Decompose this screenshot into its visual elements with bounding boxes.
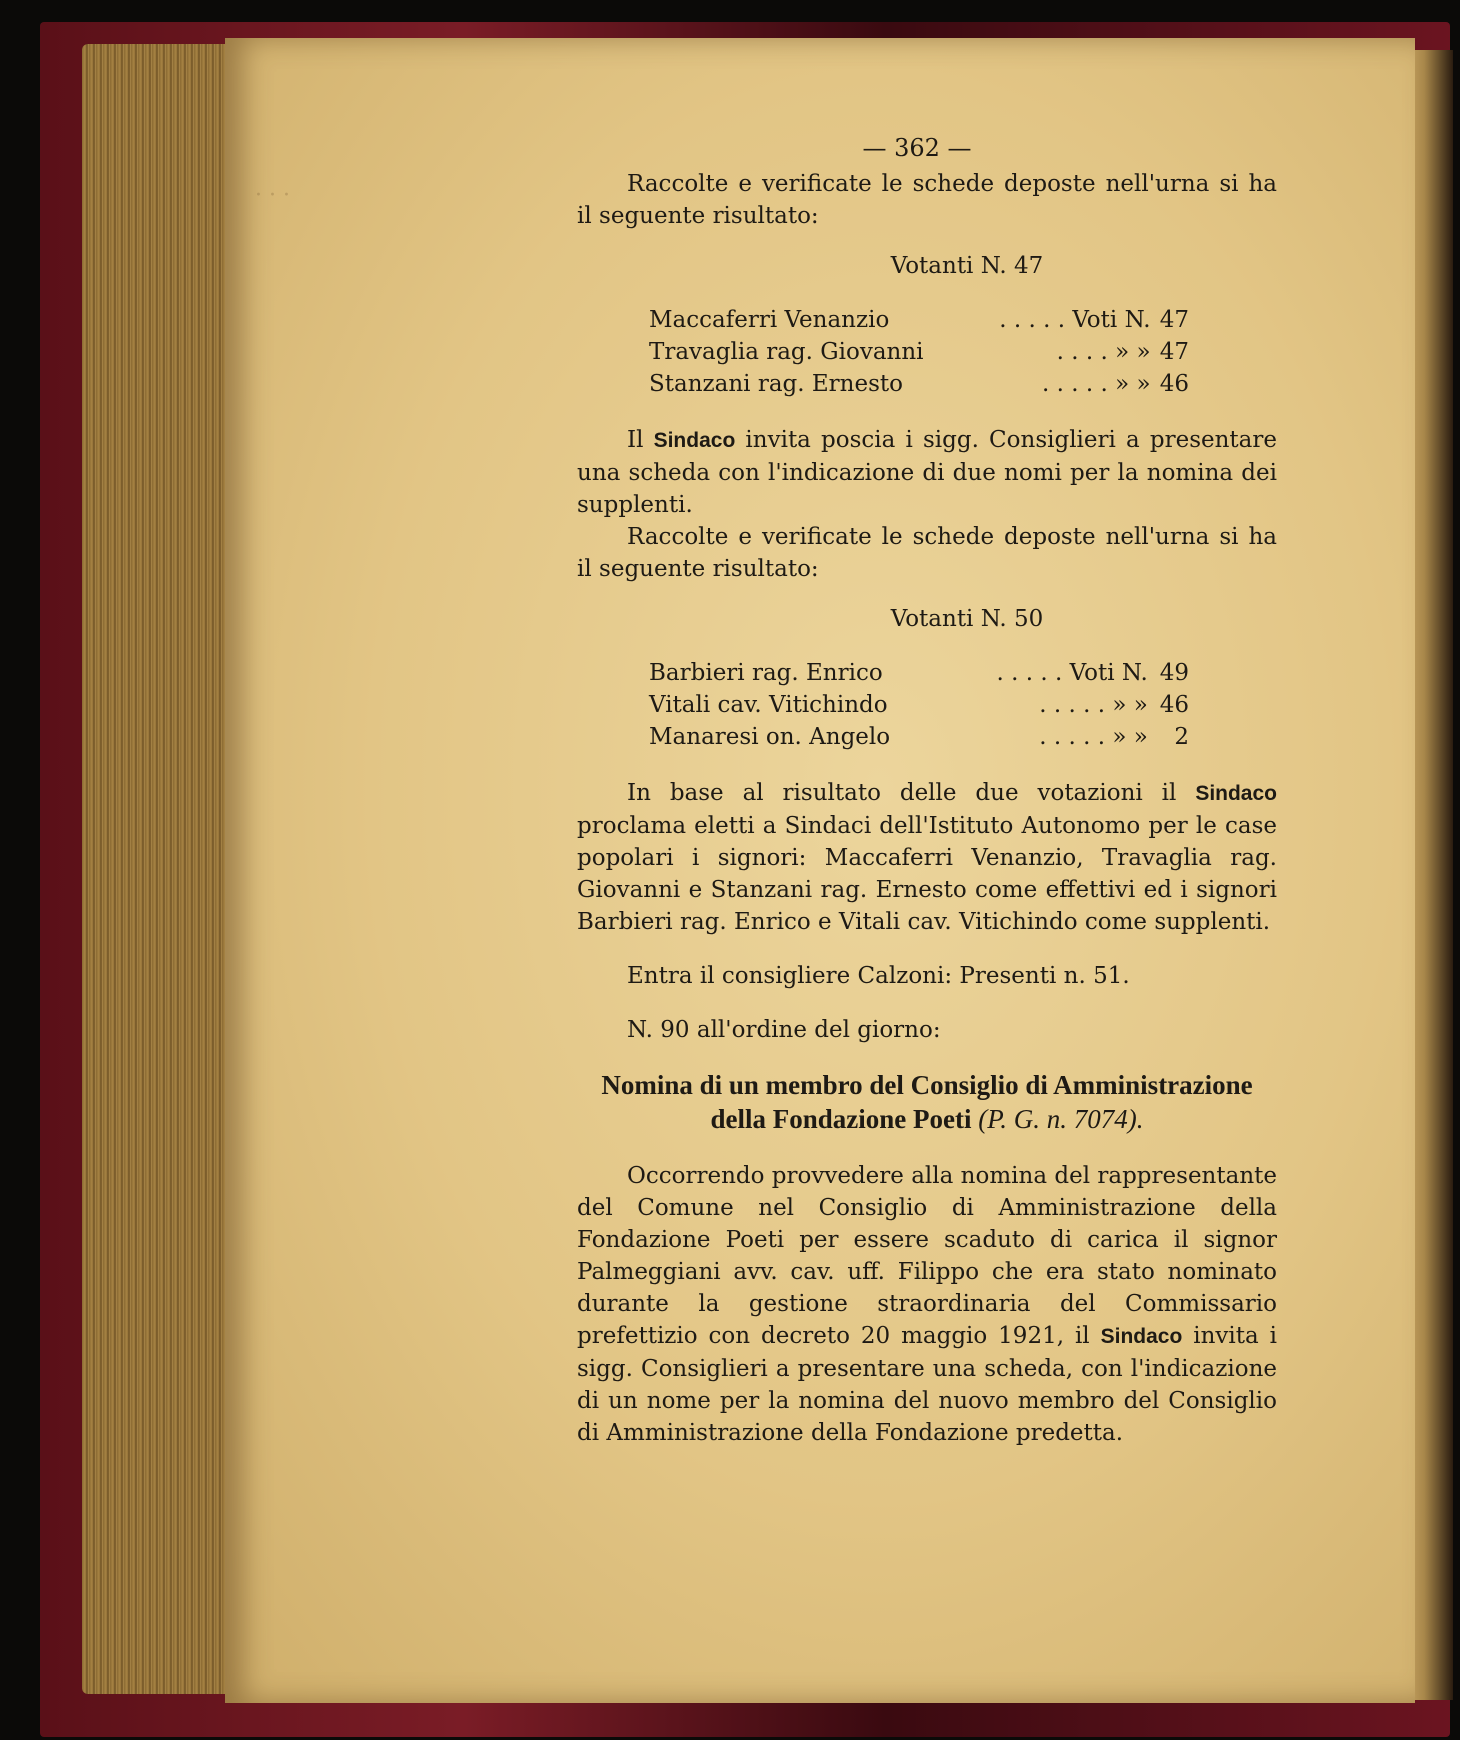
vote-results-2 (649, 657, 1189, 753)
page-edges (82, 44, 232, 1694)
table-row: Travaglia rag. Giovanni . . . . » » 47 (649, 339, 1189, 365)
table-row: Barbieri rag. Enrico . . . . . Voti N. 49 (649, 660, 1189, 686)
votanti-count: Votanti N. 50 (890, 606, 1044, 632)
page-number: — 362 — (862, 134, 972, 162)
paragraph: N. 90 all'ordine del giorno: (627, 1017, 941, 1043)
paragraph: Entra il consigliere Calzoni: Presenti n. 51. (627, 963, 1130, 989)
page-content (577, 132, 1277, 1449)
vote-results-1 (649, 304, 1189, 400)
section-title: Nomina di un membro del Consiglio di Amministrazione della Fondazione Poeti (P. G. n. 7074). (601, 1070, 1253, 1134)
table-row: Maccaferri Venanzio . . . . . Voti N. 47 (649, 307, 1189, 333)
paragraph: In base al risultato delle due votazioni il Sindaco proclama eletti a Sindaci dell'Istituto Autonomo per le case popolari i signori: Maccaferri Venanzio, Travaglia rag. Giovanni e Stanzani rag. Ernesto come effettivi ed i signori Barbieri rag. Enrico e Vitali cav. Vitichindo come supplenti. (577, 780, 1277, 935)
paragraph: Occorrendo provvedere alla nomina del rappresentante del Comune nel Consiglio di Amministrazione della Fondazione Poeti per essere scaduto di carica il signor Palmeggiani avv. cav. uff. Filippo che era stato nominato durante la gestione straordinaria del Commissario prefettizio con decreto 20 maggio 1921, il Sindaco invita i sigg. Consiglieri a presentare una scheda, con l'indicazione di un nome per la nomina del nuovo membro del Consiglio di Amministrazione della Fondazione predetta. (577, 1163, 1277, 1446)
paragraph: Raccolte e verificate le schede deposte nell'urna si ha il seguente risultato: (577, 171, 1277, 229)
paragraph: Il Sindaco invita poscia i sigg. Consiglieri a presentare una scheda con l'indicazione di due nomi per la nomina dei supplenti. (577, 427, 1277, 518)
book-page: · · · (225, 38, 1415, 1703)
paragraph: Raccolte e verificate le schede deposte nell'urna si ha il seguente risultato: (577, 524, 1277, 582)
table-row: Manaresi on. Angelo . . . . . » » 2 (649, 724, 1189, 750)
table-row: Stanzani rag. Ernesto . . . . . » » 46 (649, 371, 1189, 397)
table-row: Vitali cav. Vitichindo . . . . . » » 46 (649, 692, 1189, 718)
votanti-count: Votanti N. 47 (890, 253, 1044, 279)
